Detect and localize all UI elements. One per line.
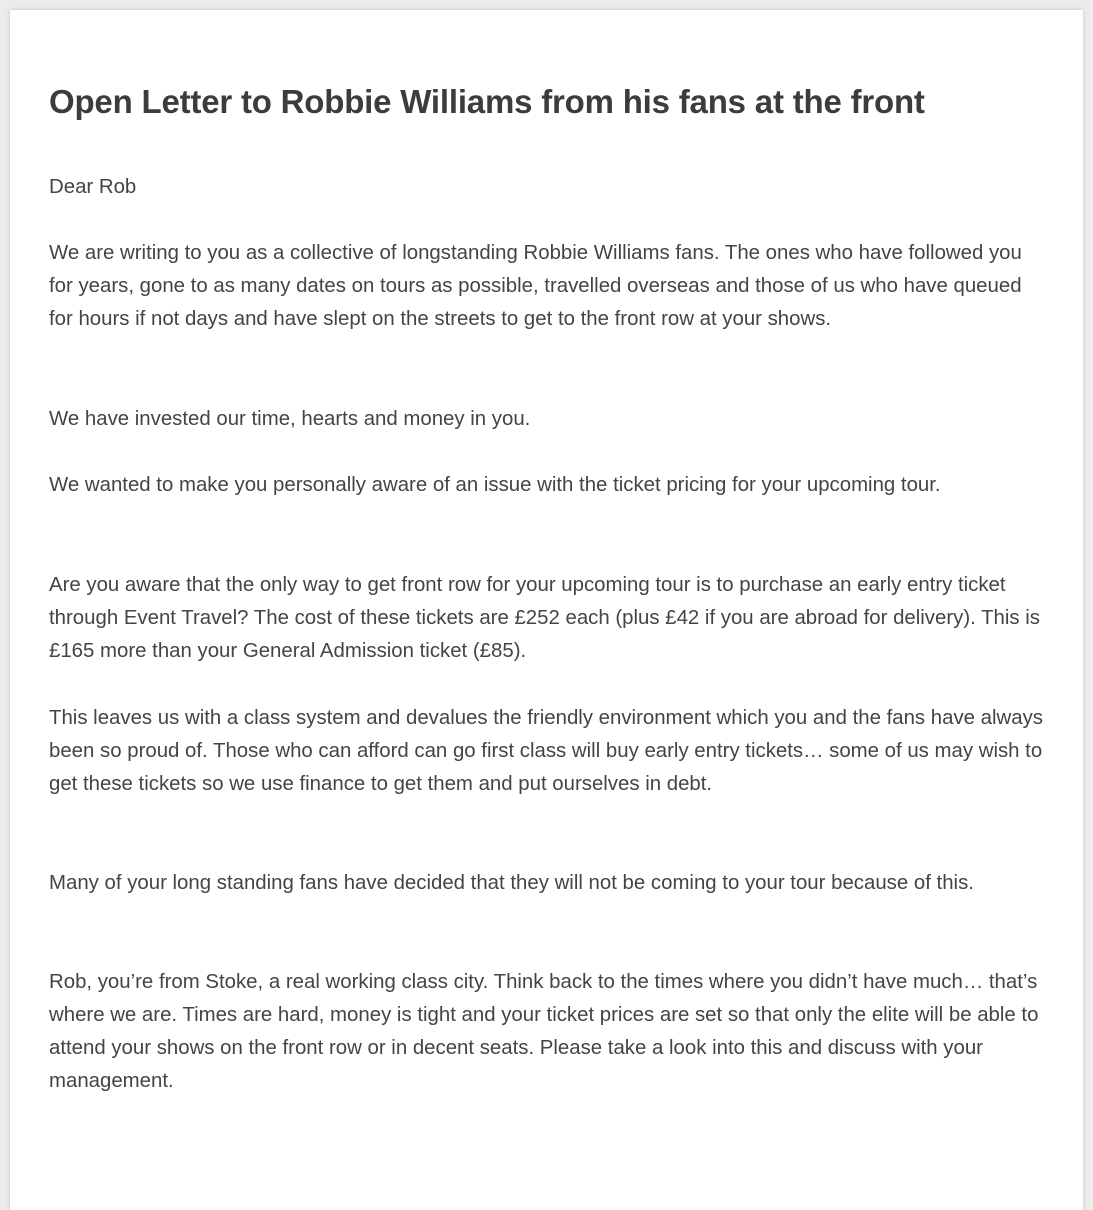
letter-paragraph: This leaves us with a class system and devalues the friendly environment which you and the fans have always been so proud of. Those who can afford can go first class will buy early entry tickets… some of us may wish to get these tickets so we use finance to get them and put ourselves in debt. — [49, 707, 1043, 795]
letter-page — [10, 10, 1083, 1210]
letter-paragraph: We have invested our time, hearts and money in you. — [49, 408, 531, 430]
letter-title: Open Letter to Robbie Williams from his fans at the front — [49, 83, 925, 120]
letter-paragraph: We are writing to you as a collective of longstanding Robbie Williams fans. The ones who have followed you for years, gone to as many dates on tours as possible, travelled overseas and those of us who have queued for hours if not days and have slept on the streets to get to the front row at your shows. — [49, 242, 1022, 330]
letter-paragraph: Many of your long standing fans have decided that they will not be coming to your tour because of this. — [49, 872, 974, 894]
letter-paragraph: Rob, you’re from Stoke, a real working class city. Think back to the times where you didn’t have much… that’s where we are. Times are hard, money is tight and your ticket prices are set so that only the elite will be able to attend your shows on the front row or in decent seats. Please take a look into this and discuss with your management. — [49, 971, 1039, 1092]
letter-paragraph: Are you aware that the only way to get front row for your upcoming tour is to purchase an early entry ticket through Event Travel? The cost of these tickets are £252 each (plus £42 if you are abroad for delivery). This is £165 more than your General Admission ticket (£85). — [49, 574, 1040, 662]
letter-greeting: Dear Rob — [49, 176, 137, 198]
letter-paragraph: We wanted to make you personally aware of an issue with the ticket pricing for your upcoming tour. — [49, 474, 941, 496]
